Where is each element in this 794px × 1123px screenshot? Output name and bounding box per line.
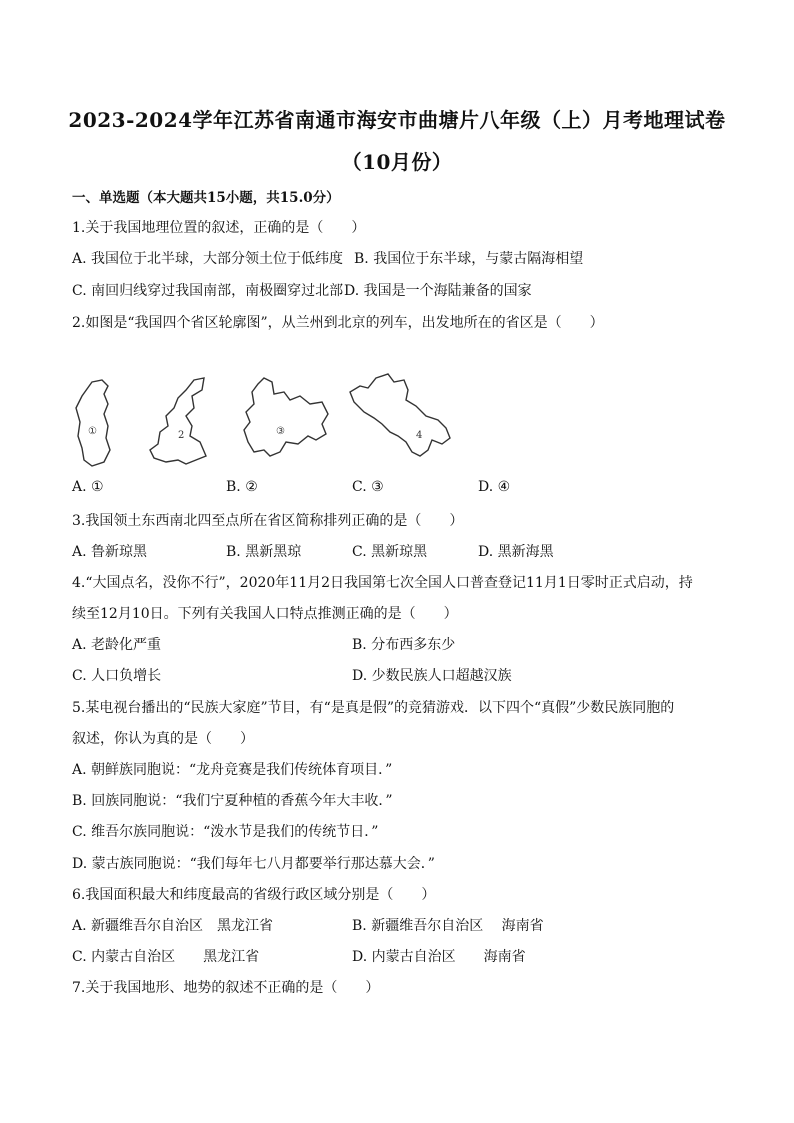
province-outline-1 (70, 378, 120, 468)
q4-option-b: B. 分布西多东少 (352, 637, 456, 653)
q2-option-a: A. ① (72, 479, 104, 495)
exam-subtitle: （10月份） (341, 150, 453, 174)
q1-option-b: B. 我国位于东半球，与蒙古隔海相望 (354, 251, 584, 267)
q4-stem-line2: 续至12月10日。下列有关我国人口特点推测正确的是（ ） (72, 606, 458, 622)
q1-option-d: D. 我国是一个海陆兼备的国家 (344, 283, 532, 299)
q6-option-c: C. 内蒙古自治区 黑龙江省 (72, 949, 260, 965)
q3-option-b: B. 黑新黑琼 (226, 544, 302, 560)
map-label-4: 4 (416, 430, 423, 441)
map-label-3: ③ (276, 426, 285, 437)
q3-option-c: C. 黑新琼黑 (352, 544, 428, 560)
map-label-1: ① (88, 426, 97, 437)
q5-option-b: B. 回族同胞说：“我们宁夏种植的香蕉今年大丰收．” (72, 793, 393, 809)
q6-option-a: A. 新疆维吾尔自治区 黑龙江省 (72, 918, 274, 934)
q4-option-a: A. 老龄化严重 (72, 637, 162, 653)
q5-option-c: C. 维吾尔族同胞说：“泼水节是我们的传统节日．” (72, 824, 379, 840)
q3-option-d: D. 黑新海黑 (478, 544, 554, 560)
q4-stem-line1: 4.“大国点名，没你不行”，2020年11月2日我国第七次全国人口普查登记11月1日零时正式启动，持 (72, 575, 693, 591)
province-outline-maps (64, 372, 454, 468)
q3-stem: 3.我国领土东西南北四至点所在省区简称排列正确的是（ ） (72, 513, 464, 529)
q5-stem-line1: 5.某电视台播出的“民族大家庭”节目，有“是真是假”的竞猜游戏．以下四个“真假”少数民族同胞的 (72, 700, 675, 716)
map-label-2: 2 (178, 430, 185, 441)
province-outline-3 (238, 374, 332, 466)
q6-stem: 6.我国面积最大和纬度最高的省级行政区域分别是（ ） (72, 887, 436, 903)
province-outline-4 (346, 372, 454, 464)
q4-option-c: C. 人口负增长 (72, 668, 162, 684)
q2-option-b: B. ② (226, 479, 258, 495)
section-heading: 一、单选题（本大题共15小题，共15.0分） (72, 190, 340, 206)
province-outline-2 (144, 376, 216, 468)
q1-option-a: A. 我国位于北半球，大部分领土位于低纬度 (72, 251, 344, 267)
q1-stem: 1.关于我国地理位置的叙述，正确的是（ ） (72, 220, 366, 236)
q2-stem: 2.如图是“我国四个省区轮廓图”，从兰州到北京的列车，出发地所在的省区是（ ） (72, 315, 604, 331)
q4-option-d: D. 少数民族人口超越汉族 (352, 668, 512, 684)
q2-option-c: C. ③ (352, 479, 384, 495)
q6-option-b: B. 新疆维吾尔自治区 海南省 (352, 918, 544, 934)
q5-option-d: D. 蒙古族同胞说：“我们每年七八月都要举行那达慕大会．” (72, 856, 435, 872)
exam-title: 2023-2024学年江苏省南通市海安市曲塘片八年级（上）月考地理试卷 (68, 108, 726, 132)
q7-stem: 7.关于我国地形、地势的叙述不正确的是（ ） (72, 980, 380, 996)
q5-stem-line2: 叙述，你认为真的是（ ） (72, 731, 254, 747)
q3-option-a: A. 鲁新琼黑 (72, 544, 148, 560)
q2-option-d: D. ④ (478, 479, 511, 495)
q1-option-c: C. 南回归线穿过我国南部，南极圈穿过北部 (72, 283, 344, 299)
q5-option-a: A. 朝鲜族同胞说：“龙舟竞赛是我们传统体育项目．” (72, 762, 393, 778)
q6-option-d: D. 内蒙古自治区 海南省 (352, 949, 526, 965)
